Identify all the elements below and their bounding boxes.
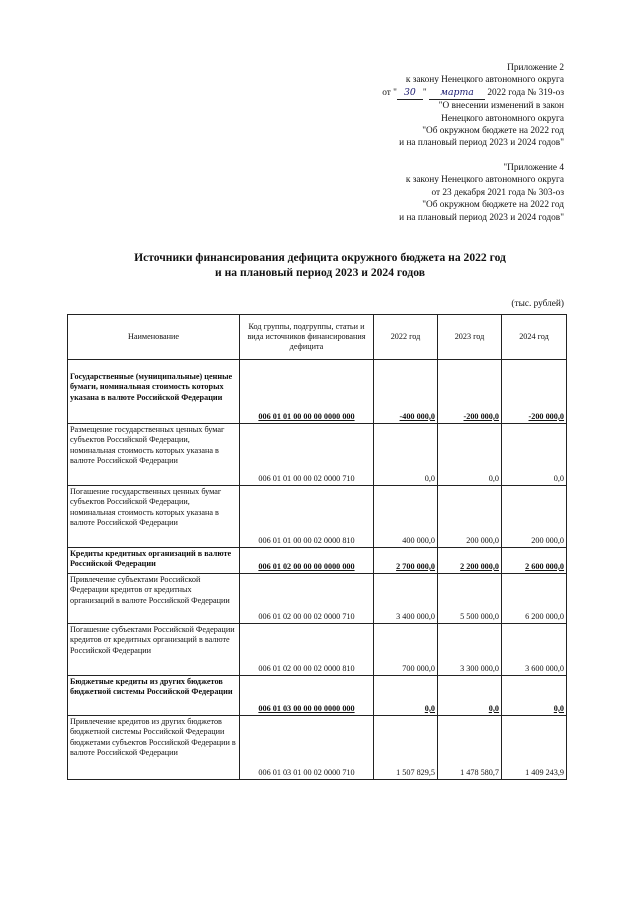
row-value-2023: 2 200 000,0 bbox=[438, 548, 502, 574]
table-row bbox=[68, 574, 567, 624]
row-value-2022: 0,0 bbox=[374, 424, 438, 486]
row-code: 006 01 02 00 00 00 0000 000 bbox=[240, 548, 374, 574]
row-code: 006 01 01 00 00 02 0000 810 bbox=[240, 486, 374, 548]
units-label: (тыс. рублей) bbox=[511, 299, 564, 309]
appendix-line: от 23 декабря 2021 года № 303-оз bbox=[431, 187, 564, 198]
row-name: Погашение государственных ценных бумаг субъектов Российской Федерации, номинальная стоимость которых указана в валюте Российской Федерации bbox=[68, 486, 240, 548]
date-suffix: 2022 года № 319-оз bbox=[485, 87, 564, 98]
row-value-2023: 1 478 580,7 bbox=[438, 716, 502, 780]
document-title bbox=[0, 250, 640, 280]
table-row bbox=[68, 624, 567, 676]
appendix-line: "О внесении изменений в закон bbox=[438, 101, 564, 112]
handwritten-month: марта bbox=[429, 87, 485, 100]
appendix-line: к закону Ненецкого автономного округа bbox=[405, 175, 564, 186]
row-name: Государственные (муниципальные) ценные бумаги, номинальная стоимость которых указана в валюте Российской Федерации bbox=[68, 360, 240, 424]
header-2023: 2023 год bbox=[438, 315, 502, 360]
date-mid: " bbox=[422, 87, 430, 98]
table-row bbox=[68, 360, 567, 424]
row-value-2022: 400 000,0 bbox=[374, 486, 438, 548]
row-value-2023: 200 000,0 bbox=[438, 486, 502, 548]
title-line-1: Источники финансирования дефицита окружного бюджета на 2022 год bbox=[134, 251, 506, 264]
header-2022: 2022 год bbox=[374, 315, 438, 360]
row-name: Привлечение субъектами Российской Федерации кредитов от кредитных организаций в валюте Российской Федерации bbox=[68, 574, 240, 624]
row-value-2022: 3 400 000,0 bbox=[374, 574, 438, 624]
appendix-4-header bbox=[399, 162, 564, 224]
row-value-2022: -400 000,0 bbox=[374, 360, 438, 424]
appendix-line: "Приложение 4 bbox=[503, 163, 564, 173]
row-code: 006 01 03 01 00 02 0000 710 bbox=[240, 716, 374, 780]
row-value-2024: 200 000,0 bbox=[502, 486, 567, 548]
appendix-line: к закону Ненецкого автономного округа bbox=[405, 75, 564, 86]
law-date-line bbox=[382, 87, 564, 100]
table-row bbox=[68, 486, 567, 548]
table-row bbox=[68, 548, 567, 574]
row-code: 006 01 02 00 00 02 0000 710 bbox=[240, 574, 374, 624]
header-code: Код группы, подгруппы, статьи и вида источников финансирования дефицита bbox=[240, 315, 374, 360]
row-value-2023: 3 300 000,0 bbox=[438, 624, 502, 676]
row-value-2024: 6 200 000,0 bbox=[502, 574, 567, 624]
date-prefix: от " bbox=[382, 87, 397, 98]
row-value-2024: 1 409 243,9 bbox=[502, 716, 567, 780]
row-value-2024: 0,0 bbox=[502, 424, 567, 486]
row-value-2024: -200 000,0 bbox=[502, 360, 567, 424]
row-code: 006 01 01 00 00 02 0000 710 bbox=[240, 424, 374, 486]
row-value-2024: 2 600 000,0 bbox=[502, 548, 567, 574]
appendix-line: "Об окружном бюджете на 2022 год bbox=[422, 200, 564, 211]
row-value-2023: 0,0 bbox=[438, 676, 502, 716]
row-name: Привлечение кредитов из других бюджетов бюджетной системы Российской Федерации бюджетами субъектов Российской Федерации в валюте Российской Федерации bbox=[68, 716, 240, 780]
header-2024: 2024 год bbox=[502, 315, 567, 360]
row-name: Бюджетные кредиты из других бюджетов бюджетной системы Российской Федерации bbox=[68, 676, 240, 716]
row-value-2022: 700 000,0 bbox=[374, 624, 438, 676]
row-name: Размещение государственных ценных бумаг субъектов Российской Федерации, номинальная стоимость которых указана в валюте Российской Федерации bbox=[68, 424, 240, 486]
row-value-2022: 1 507 829,5 bbox=[374, 716, 438, 780]
row-value-2023: 5 500 000,0 bbox=[438, 574, 502, 624]
title-line-2: и на плановый период 2023 и 2024 годов bbox=[214, 266, 426, 279]
appendix-2-header bbox=[382, 62, 564, 150]
row-value-2024: 0,0 bbox=[502, 676, 567, 716]
row-name: Погашение субъектами Российской Федерации кредитов от кредитных организаций в валюте Российской Федерации bbox=[68, 624, 240, 676]
row-value-2022: 2 700 000,0 bbox=[374, 548, 438, 574]
table-row bbox=[68, 424, 567, 486]
appendix-line: и на плановый период 2023 и 2024 годов" bbox=[399, 138, 564, 149]
header-name: Наименование bbox=[68, 315, 240, 360]
row-code: 006 01 02 00 00 02 0000 810 bbox=[240, 624, 374, 676]
appendix-line: Ненецкого автономного округа bbox=[441, 113, 564, 124]
appendix-line: Приложение 2 bbox=[507, 63, 564, 73]
row-value-2022: 0,0 bbox=[374, 676, 438, 716]
row-code: 006 01 03 00 00 00 0000 000 bbox=[240, 676, 374, 716]
row-value-2023: -200 000,0 bbox=[438, 360, 502, 424]
handwritten-day: 30 bbox=[397, 87, 423, 100]
row-code: 006 01 01 00 00 00 0000 000 bbox=[240, 360, 374, 424]
row-value-2023: 0,0 bbox=[438, 424, 502, 486]
table-header-row bbox=[68, 315, 567, 360]
table-row bbox=[68, 716, 567, 780]
table-row bbox=[68, 676, 567, 716]
row-value-2024: 3 600 000,0 bbox=[502, 624, 567, 676]
financing-sources-table bbox=[67, 314, 567, 780]
appendix-line: и на плановый период 2023 и 2024 годов" bbox=[399, 212, 564, 223]
row-name: Кредиты кредитных организаций в валюте Российской Федерации bbox=[68, 548, 240, 574]
appendix-line: "Об окружном бюджете на 2022 год bbox=[422, 126, 564, 137]
